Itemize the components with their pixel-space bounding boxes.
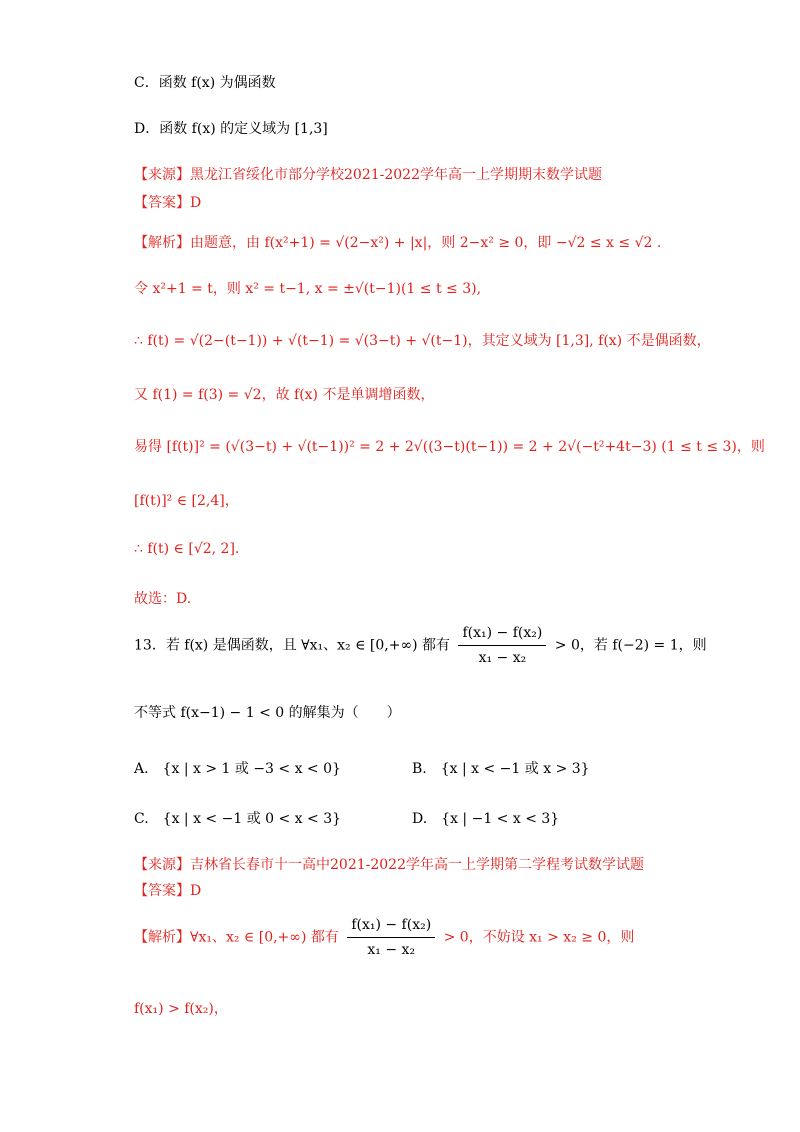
sol2-fraction-numerator: f(x₁) − f(x₂): [347, 914, 435, 938]
solution-line-6: [f(t)]² ∈ [2,4]，: [134, 493, 239, 509]
sol2-fraction: [347, 914, 435, 961]
solution-2-line-2: f(x₁) > f(x₂)，: [134, 1001, 228, 1017]
solution-line-3: ∴ f(t) = √(2−(t−1)) + √(t−1) = √(3−t) + √(t−1)，其定义域为 [1,3], f(x) 不是偶函数，: [134, 333, 711, 349]
answer-line-2: 【答案】D: [134, 883, 202, 899]
solution-line-2: 令 x²+1 = t，则 x² = t−1, x = ±√(t−1)(1 ≤ t ≤ 3),: [134, 281, 482, 297]
solution-line-8: 故选：D.: [134, 591, 192, 607]
q13-prefix: 13．若 f(x) 是偶函数，且 ∀x₁、x₂ ∈ [0,+∞) 都有: [134, 637, 451, 654]
q13-fraction-numerator: f(x₁) − f(x₂): [458, 622, 546, 646]
solution-line-5: 易得 [f(t)]² = (√(3−t) + √(t−1))² = 2 + 2√((3−t)(t−1)) = 2 + 2√(−t²+4t−3) (1 ≤ t ≤ 3)，则: [134, 439, 765, 455]
source-line-2: 【来源】吉林省长春市十一高中2021-2022学年高一上学期第二学程考试数学试题: [134, 857, 644, 873]
option-c-q13: C. {x | x < −1 或 0 < x < 3}: [134, 811, 342, 827]
sol2-suffix: > 0，不妨设 x₁ > x₂ ≥ 0，则: [443, 929, 635, 946]
solution-2-line-1: [134, 914, 634, 961]
q13-fraction: [458, 622, 546, 669]
option-d: D．函数 f(x) 的定义域为 [1,3]: [134, 121, 328, 137]
solution-line-4: 又 f(1) = f(3) = √2，故 f(x) 不是单调增函数，: [134, 387, 435, 403]
option-d-q13: D. {x | −1 < x < 3}: [412, 811, 560, 827]
sol2-fraction-denominator: x₁ − x₂: [367, 942, 416, 958]
option-b: B. {x | x < −1 或 x > 3}: [412, 761, 590, 777]
option-c: C．函数 f(x) 为偶函数: [134, 75, 276, 91]
q13-fraction-denominator: x₁ − x₂: [478, 650, 527, 666]
source-line-1: 【来源】黑龙江省绥化市部分学校2021-2022学年高一上学期期末数学试题: [134, 167, 602, 183]
solution-line-7: ∴ f(t) ∈ [√2, 2].: [134, 541, 240, 557]
sol2-prefix: 【解析】∀x₁、x₂ ∈ [0,+∞) 都有: [134, 929, 339, 946]
question-13-line-2: 不等式 f(x−1) − 1 < 0 的解集为（ ）: [134, 705, 401, 721]
q13-suffix: > 0，若 f(−2) = 1，则: [554, 637, 707, 654]
solution-line-1: 【解析】由题意，由 f(x²+1) = √(2−x²) + |x|，则 2−x² ≥ 0，即 −√2 ≤ x ≤ √2 .: [134, 235, 662, 251]
answer-line-1: 【答案】D: [134, 195, 202, 211]
question-13-line-1: [134, 622, 707, 669]
option-a: A. {x | x > 1 或 −3 < x < 0}: [134, 761, 341, 777]
